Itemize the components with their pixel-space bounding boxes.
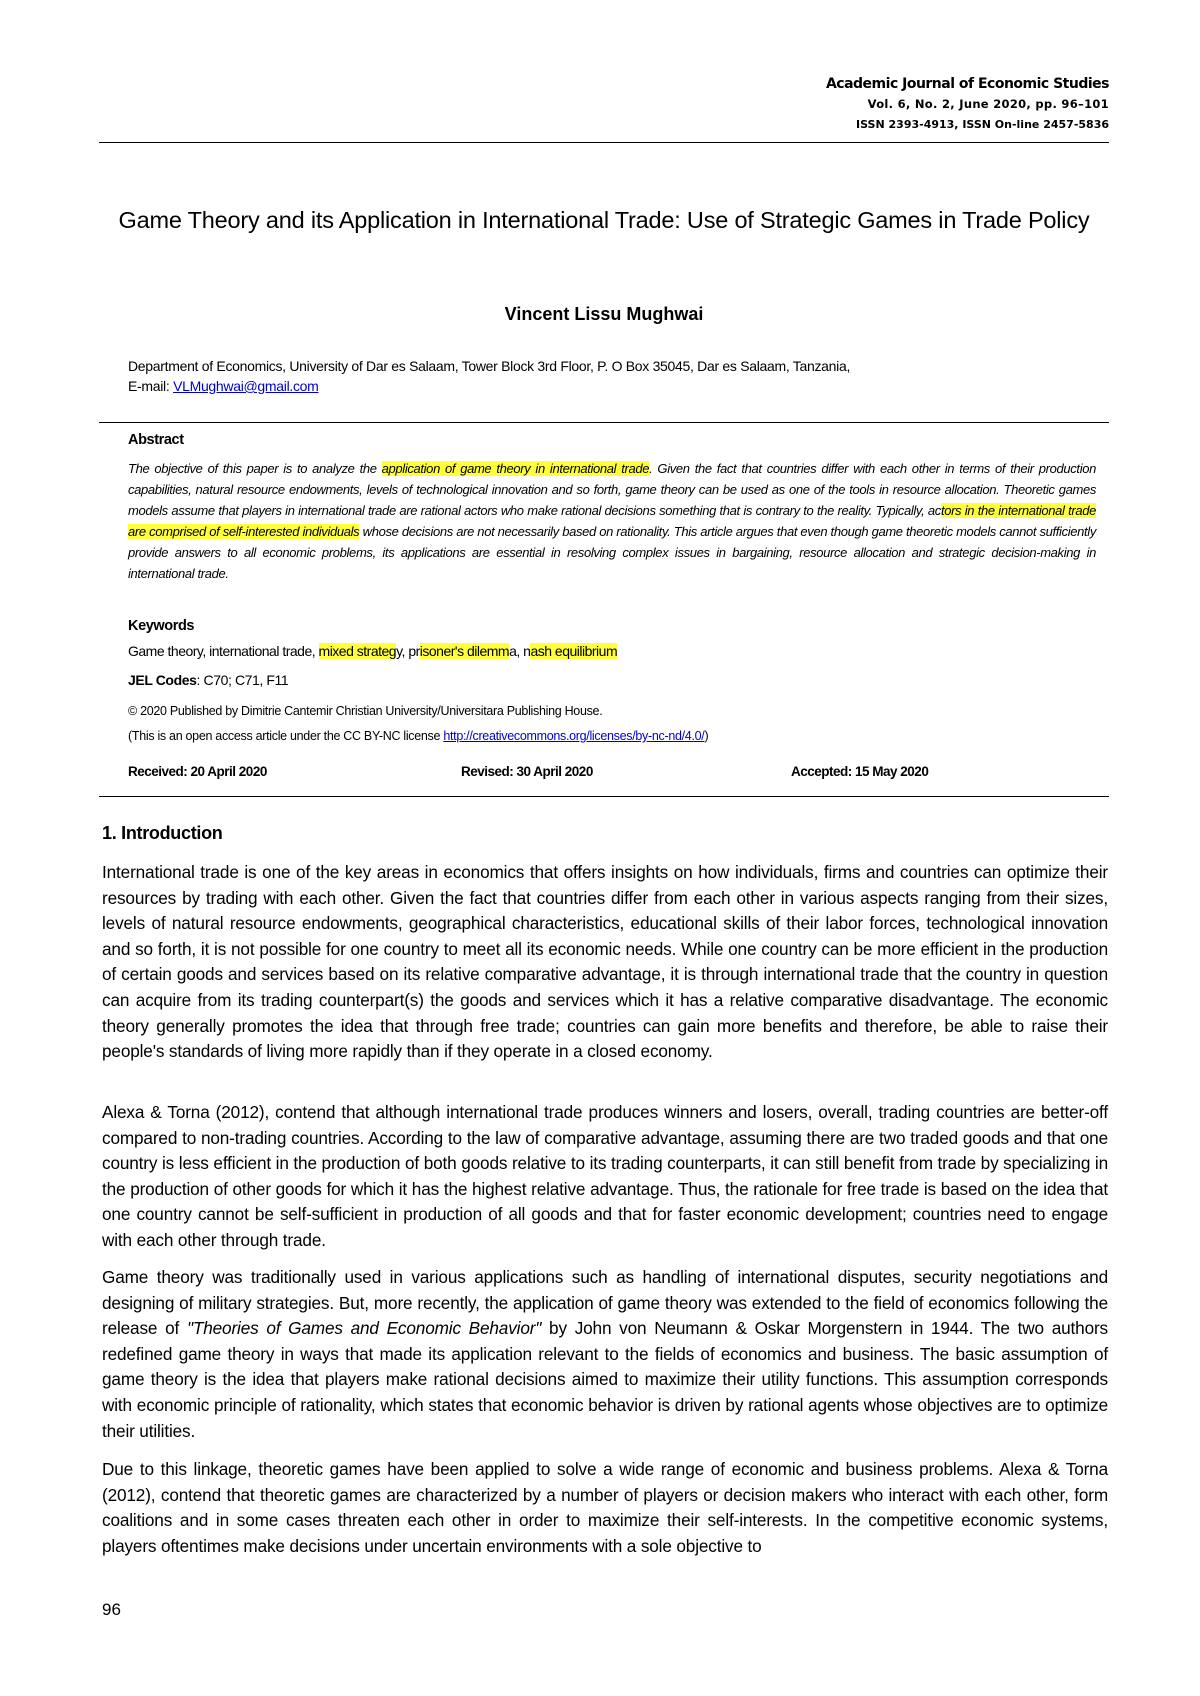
affiliation-email-line [128,376,1088,396]
author-name: Vincent Lissu Mughwai [504,304,704,324]
abstract-text [128,458,1096,584]
abstract-highlight-1: application of game theory in international trade [381,461,650,476]
intro-paragraph-3 [102,1265,1108,1444]
keyword-highlight-1: mixed strateg [318,643,397,659]
license-close: ) [704,729,709,743]
license-notice [128,729,1096,743]
keyword-highlight-2: isoner's dilemm [419,643,510,659]
keywords-heading: Keywords [128,618,195,634]
header-divider [99,142,1109,143]
affiliation [128,356,1088,396]
journal-header [826,74,1109,134]
keyword-plain-3: a, n [509,643,531,659]
keywords-list [128,643,1096,659]
intro-p3-text-b: by John von Neumann & Oskar Morgenstern in 1944. The two authors redefined game theory in ways that made its application relevant to the fields of economics and business. The basic assumption of game theory is the idea that players make rational decisions aimed to maximize their utility functions. This assumption corresponds with economic principle of rationality, which states that economic behavior is driven by rational agents whose objectives are to optimize their utilities. [102,1318,1108,1441]
intro-paragraph-1: International trade is one of the key areas in economics that offers insights on how individuals, firms and countries can optimize their resources by trading with each other. Given the fact that countries differ from each other in various aspects ranging from their sizes, levels of natural resource endowments, geographical characteristics, educational skills of their labor forces, technological innovation and so forth, it is not possible for one country to meet all its economic needs. While one country can be more efficient in the production of certain goods and services based on its relative comparative advantage, it is through international trade that the country in question can acquire from its trading counterpart(s) the goods and services which it has a relative comparative disadvantage. The economic theory generally promotes the idea that through free trade; countries can gain more benefits and therefore, be able to raise their people's standards of living more rapidly than if they operate in a closed economy. [102,862,1108,1062]
intro-paragraph-2: Alexa & Torna (2012), contend that although international trade produces winners and losers, overall, trading countries are better-off compared to non-trading countries. According to the law of comparative advantage, assuming there are two traded goods and that one country is less efficient in the production of both goods relative to its trading counterparts, it can still benefit from trade by specializing in the production of other goods for which it has the highest relative advantage. Thus, the rationale for free trade is based on the idea that one country cannot be self-sufficient in production of all goods and that for faster economic development; countries need to engage with each other through trade. [102,1102,1108,1250]
abstract-heading: Abstract [128,432,184,448]
keyword-plain-2: y, pr [396,643,420,659]
copyright-notice: © 2020 Published by Dimitrie Cantemir Christian University/Universitara Publishing House. [128,704,603,718]
accepted-date: Accepted: 15 May 2020 [791,764,929,779]
page-number: 96 [102,1600,121,1619]
paper-title: Game Theory and its Application in International Trade: Use of Strategic Games in Trade Policy [118,207,1090,233]
email-link[interactable]: VLMughwai@gmail.com [173,378,319,394]
journal-volume: Vol. 6, No. 2, June 2020, pp. 96–101 [867,97,1109,111]
affiliation-department: Department of Economics, University of Dar es Salaam, Tower Block 3rd Floor, P. O Box 35045, Dar es Salaam, Tanzania, [128,358,851,374]
received-date: Received: 20 April 2020 [128,764,267,779]
book-title-citation: "Theories of Games and Economic Behavior" [186,1318,542,1339]
abstract-highlight-2: tors in the international trade are comprised of self-interested individuals [128,503,1096,539]
license-text: (This is an open access article under the CC BY-NC license [128,729,444,743]
abstract-part-2: . Given the fact that countries differ with each other in terms of their production capabilities, natural resource endowments, levels of technological innovation and so forth, game theory can be used as one of the tools in resource allocation. Theoretic games models assume that players in international trade are rational actors who make rational decisions something that is contrary to the reality. Typically, ac [128,461,1096,518]
abstract-bottom-divider [99,796,1109,797]
keyword-plain-1: Game theory, international trade, [128,643,319,659]
revised-date: Revised: 30 April 2020 [461,764,593,779]
jel-values: : C70; C71, F11 [196,672,289,688]
email-label: E-mail: [128,378,174,394]
journal-issn: ISSN 2393-4913, ISSN On-line 2457-5836 [856,118,1109,131]
license-link[interactable]: http://creativecommons.org/licenses/by-nc-nd/4.0/ [443,729,705,743]
abstract-part-3: whose decisions are not necessarily based on rationality. This article argues that even though game theoretic models cannot sufficiently provide answers to all economic problems, its applications are essential in resolving complex issues in bargaining, resource allocation and strategic decision-making in international trade. [128,524,1096,581]
journal-name: Academic Journal of Economic Studies [825,76,1109,92]
abstract-part-1: The objective of this paper is to analyze the [128,461,382,476]
intro-p3-text-a: Game theory was traditionally used in various applications such as handling of international disputes, security negotiations and designing of military strategies. But, more recently, the application of game theory was extended to the field of economics following the release of [102,1267,1108,1339]
abstract-top-divider [99,422,1109,423]
jel-label: JEL Codes [128,672,197,688]
introduction-heading: 1. Introduction [102,823,223,843]
intro-paragraph-4: Due to this linkage, theoretic games have been applied to solve a wide range of economic and business problems. Alexa & Torna (2012), contend that theoretic games are characterized by a number of players or decision makers who interact with each other, form coalitions and in some cases threaten each other in order to maximize their self-interests. In the competitive economic systems, players oftentimes make decisions under uncertain environments with a sole objective to [102,1459,1108,1556]
keyword-highlight-3: ash equilibrium [530,643,618,659]
jel-codes [128,672,1096,688]
